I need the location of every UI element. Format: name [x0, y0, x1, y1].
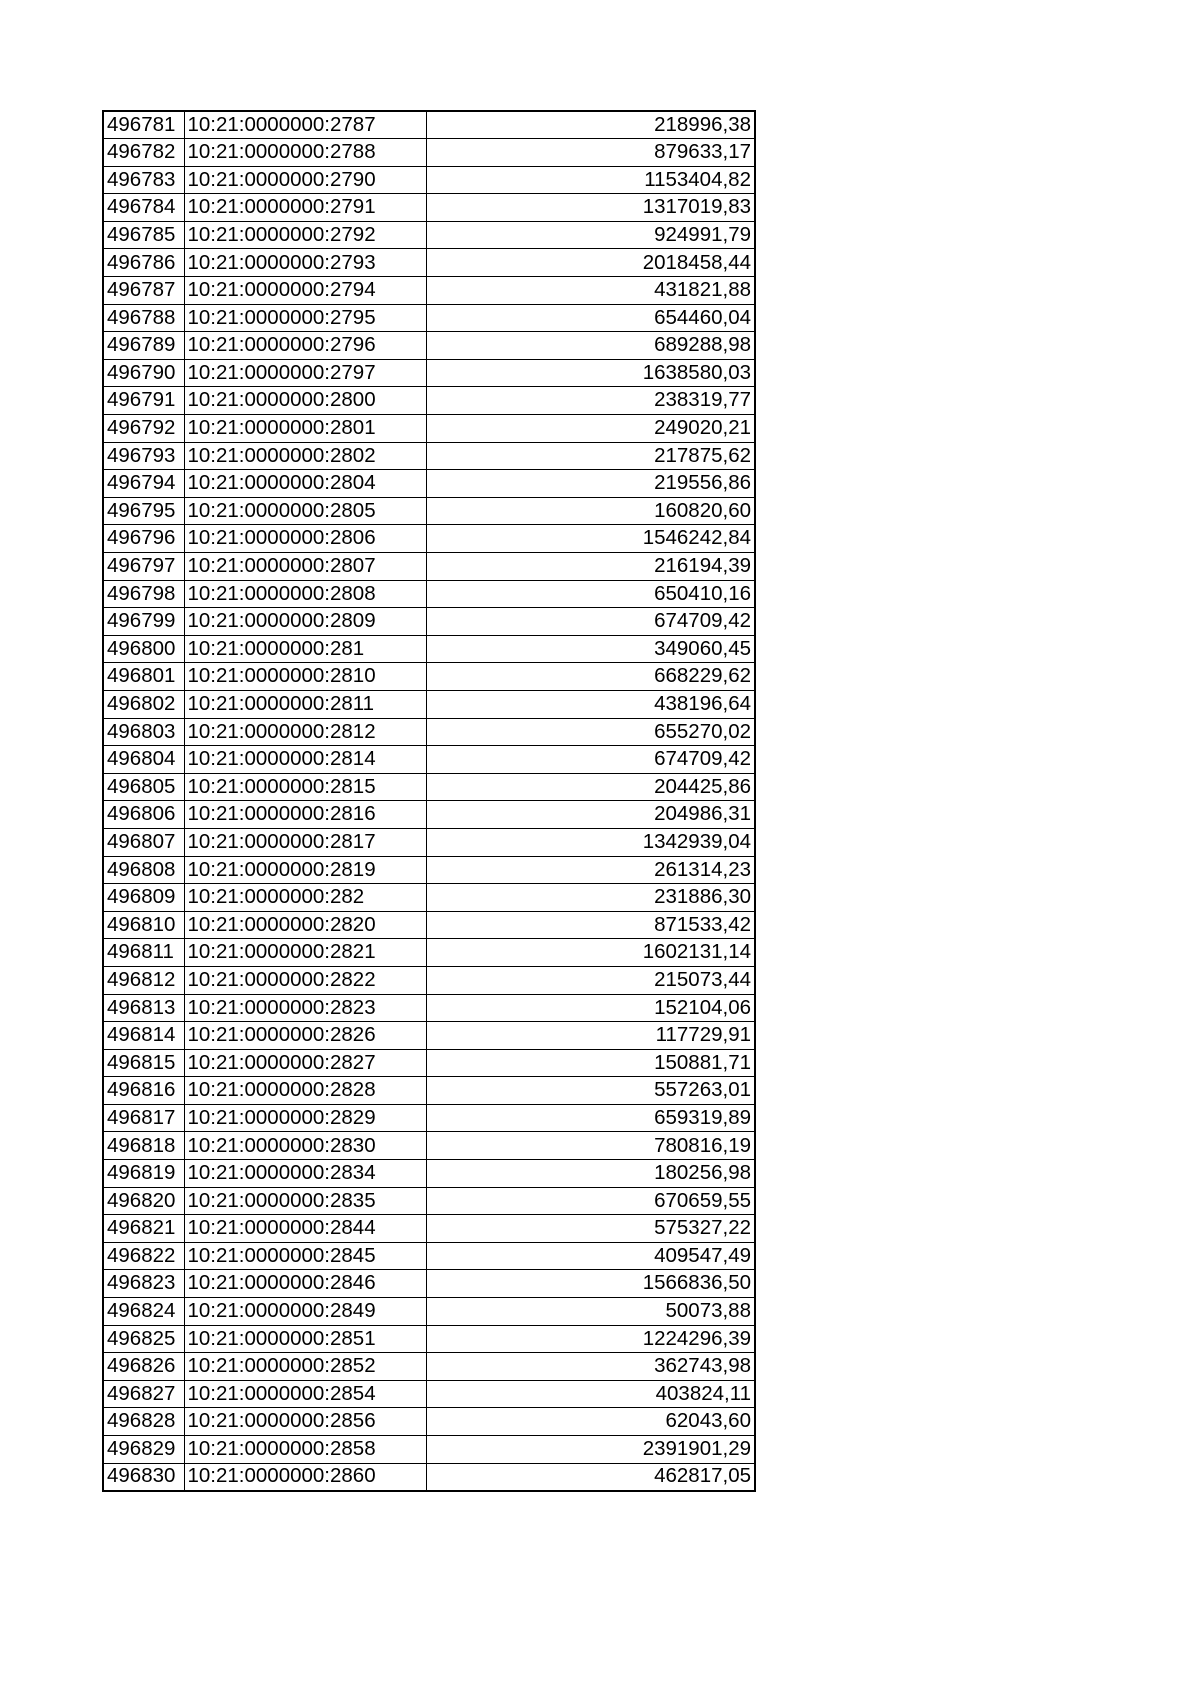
row-number-cell: 496786	[103, 249, 184, 277]
table-row	[103, 856, 755, 884]
value-cell: 575327,22	[426, 1215, 755, 1243]
row-number-cell: 496814	[103, 1022, 184, 1050]
row-number-cell: 496799	[103, 608, 184, 636]
cadastral-value-table	[102, 110, 756, 1492]
row-number-cell: 496826	[103, 1353, 184, 1381]
value-cell: 231886,30	[426, 884, 755, 912]
value-cell: 1546242,84	[426, 525, 755, 553]
table-row	[103, 1408, 755, 1436]
row-number-cell: 496806	[103, 801, 184, 829]
value-cell: 431821,88	[426, 277, 755, 305]
value-cell: 668229,62	[426, 663, 755, 691]
row-number-cell: 496810	[103, 911, 184, 939]
row-number-cell: 496819	[103, 1160, 184, 1188]
row-number-cell: 496788	[103, 304, 184, 332]
table-row	[103, 911, 755, 939]
row-number-cell: 496813	[103, 994, 184, 1022]
row-number-cell: 496818	[103, 1132, 184, 1160]
row-number-cell: 496825	[103, 1325, 184, 1353]
cadastral-number-cell: 10:21:0000000:2851	[184, 1325, 426, 1353]
row-number-cell: 496801	[103, 663, 184, 691]
cadastral-number-cell: 10:21:0000000:2845	[184, 1242, 426, 1270]
table-row	[103, 1104, 755, 1132]
value-cell: 204986,31	[426, 801, 755, 829]
table-row	[103, 663, 755, 691]
table-body	[103, 111, 755, 1491]
row-number-cell: 496796	[103, 525, 184, 553]
table-row	[103, 1325, 755, 1353]
table-row	[103, 884, 755, 912]
cadastral-number-cell: 10:21:0000000:2805	[184, 497, 426, 525]
row-number-cell: 496803	[103, 718, 184, 746]
table-row	[103, 442, 755, 470]
cadastral-number-cell: 10:21:0000000:2809	[184, 608, 426, 636]
table-row	[103, 746, 755, 774]
table-row	[103, 387, 755, 415]
row-number-cell: 496816	[103, 1077, 184, 1105]
value-cell: 924991,79	[426, 221, 755, 249]
table-row	[103, 801, 755, 829]
table-row	[103, 828, 755, 856]
table-row	[103, 194, 755, 222]
table-row	[103, 1380, 755, 1408]
cadastral-number-cell: 10:21:0000000:2816	[184, 801, 426, 829]
row-number-cell: 496795	[103, 497, 184, 525]
table-row	[103, 1298, 755, 1326]
value-cell: 670659,55	[426, 1187, 755, 1215]
value-cell: 362743,98	[426, 1353, 755, 1381]
row-number-cell: 496829	[103, 1436, 184, 1464]
cadastral-number-cell: 10:21:0000000:2846	[184, 1270, 426, 1298]
value-cell: 2391901,29	[426, 1436, 755, 1464]
cadastral-number-cell: 10:21:0000000:2787	[184, 111, 426, 139]
value-cell: 1566836,50	[426, 1270, 755, 1298]
row-number-cell: 496820	[103, 1187, 184, 1215]
value-cell: 160820,60	[426, 497, 755, 525]
table-row	[103, 470, 755, 498]
value-cell: 403824,11	[426, 1380, 755, 1408]
cadastral-number-cell: 10:21:0000000:2852	[184, 1353, 426, 1381]
row-number-cell: 496792	[103, 415, 184, 443]
row-number-cell: 496809	[103, 884, 184, 912]
table-row	[103, 1463, 755, 1491]
row-number-cell: 496830	[103, 1463, 184, 1491]
value-cell: 180256,98	[426, 1160, 755, 1188]
value-cell: 117729,91	[426, 1022, 755, 1050]
table-row	[103, 249, 755, 277]
value-cell: 2018458,44	[426, 249, 755, 277]
table-row	[103, 553, 755, 581]
cadastral-number-cell: 10:21:0000000:2790	[184, 166, 426, 194]
cadastral-number-cell: 10:21:0000000:2828	[184, 1077, 426, 1105]
cadastral-number-cell: 10:21:0000000:2800	[184, 387, 426, 415]
table-row	[103, 1270, 755, 1298]
row-number-cell: 496804	[103, 746, 184, 774]
cadastral-number-cell: 10:21:0000000:2835	[184, 1187, 426, 1215]
table-row	[103, 1022, 755, 1050]
row-number-cell: 496812	[103, 966, 184, 994]
row-number-cell: 496797	[103, 553, 184, 581]
cadastral-number-cell: 10:21:0000000:2860	[184, 1463, 426, 1491]
table-row	[103, 1132, 755, 1160]
cadastral-number-cell: 10:21:0000000:2801	[184, 415, 426, 443]
table-row	[103, 415, 755, 443]
cadastral-number-cell: 10:21:0000000:2797	[184, 359, 426, 387]
cadastral-number-cell: 10:21:0000000:2834	[184, 1160, 426, 1188]
table-row	[103, 580, 755, 608]
value-cell: 152104,06	[426, 994, 755, 1022]
value-cell: 216194,39	[426, 553, 755, 581]
value-cell: 1602131,14	[426, 939, 755, 967]
cadastral-number-cell: 10:21:0000000:2808	[184, 580, 426, 608]
value-cell: 557263,01	[426, 1077, 755, 1105]
value-cell: 50073,88	[426, 1298, 755, 1326]
row-number-cell: 496815	[103, 1049, 184, 1077]
row-number-cell: 496789	[103, 332, 184, 360]
value-cell: 150881,71	[426, 1049, 755, 1077]
value-cell: 1317019,83	[426, 194, 755, 222]
row-number-cell: 496785	[103, 221, 184, 249]
value-cell: 1638580,03	[426, 359, 755, 387]
table-row	[103, 525, 755, 553]
cadastral-number-cell: 10:21:0000000:282	[184, 884, 426, 912]
row-number-cell: 496828	[103, 1408, 184, 1436]
table-row	[103, 304, 755, 332]
row-number-cell: 496798	[103, 580, 184, 608]
table-row	[103, 221, 755, 249]
value-cell: 654460,04	[426, 304, 755, 332]
table-row	[103, 635, 755, 663]
value-cell: 261314,23	[426, 856, 755, 884]
table-row	[103, 1187, 755, 1215]
table-row	[103, 497, 755, 525]
cadastral-number-cell: 10:21:0000000:2844	[184, 1215, 426, 1243]
row-number-cell: 496823	[103, 1270, 184, 1298]
value-cell: 62043,60	[426, 1408, 755, 1436]
cadastral-number-cell: 10:21:0000000:2794	[184, 277, 426, 305]
row-number-cell: 496782	[103, 139, 184, 167]
table-row	[103, 966, 755, 994]
table-row	[103, 111, 755, 139]
cadastral-number-cell: 10:21:0000000:2827	[184, 1049, 426, 1077]
row-number-cell: 496790	[103, 359, 184, 387]
cadastral-number-cell: 10:21:0000000:2804	[184, 470, 426, 498]
cadastral-number-cell: 10:21:0000000:2854	[184, 1380, 426, 1408]
row-number-cell: 496808	[103, 856, 184, 884]
cadastral-number-cell: 10:21:0000000:2811	[184, 690, 426, 718]
row-number-cell: 496817	[103, 1104, 184, 1132]
row-number-cell: 496822	[103, 1242, 184, 1270]
cadastral-number-cell: 10:21:0000000:2826	[184, 1022, 426, 1050]
value-cell: 218996,38	[426, 111, 755, 139]
cadastral-number-cell: 10:21:0000000:2814	[184, 746, 426, 774]
table-row	[103, 773, 755, 801]
value-cell: 1224296,39	[426, 1325, 755, 1353]
table-row	[103, 1215, 755, 1243]
row-number-cell: 496787	[103, 277, 184, 305]
value-cell: 1153404,82	[426, 166, 755, 194]
cadastral-number-cell: 10:21:0000000:2856	[184, 1408, 426, 1436]
table-row	[103, 1353, 755, 1381]
cadastral-number-cell: 10:21:0000000:2849	[184, 1298, 426, 1326]
cadastral-number-cell: 10:21:0000000:2829	[184, 1104, 426, 1132]
table-row	[103, 166, 755, 194]
value-cell: 659319,89	[426, 1104, 755, 1132]
row-number-cell: 496827	[103, 1380, 184, 1408]
cadastral-number-cell: 10:21:0000000:2795	[184, 304, 426, 332]
value-cell: 219556,86	[426, 470, 755, 498]
table-row	[103, 277, 755, 305]
value-cell: 780816,19	[426, 1132, 755, 1160]
row-number-cell: 496824	[103, 1298, 184, 1326]
value-cell: 879633,17	[426, 139, 755, 167]
table-row	[103, 139, 755, 167]
row-number-cell: 496811	[103, 939, 184, 967]
value-cell: 215073,44	[426, 966, 755, 994]
cadastral-number-cell: 10:21:0000000:2858	[184, 1436, 426, 1464]
table-row	[103, 939, 755, 967]
row-number-cell: 496784	[103, 194, 184, 222]
value-cell: 349060,45	[426, 635, 755, 663]
row-number-cell: 496783	[103, 166, 184, 194]
value-cell: 249020,21	[426, 415, 755, 443]
cadastral-number-cell: 10:21:0000000:2822	[184, 966, 426, 994]
row-number-cell: 496791	[103, 387, 184, 415]
row-number-cell: 496800	[103, 635, 184, 663]
cadastral-number-cell: 10:21:0000000:2820	[184, 911, 426, 939]
table-row	[103, 718, 755, 746]
table-row	[103, 608, 755, 636]
table-row	[103, 1077, 755, 1105]
table-row	[103, 690, 755, 718]
cadastral-number-cell: 10:21:0000000:2812	[184, 718, 426, 746]
value-cell: 674709,42	[426, 608, 755, 636]
table-row	[103, 1160, 755, 1188]
row-number-cell: 496781	[103, 111, 184, 139]
cadastral-number-cell: 10:21:0000000:281	[184, 635, 426, 663]
value-cell: 689288,98	[426, 332, 755, 360]
value-cell: 871533,42	[426, 911, 755, 939]
cadastral-number-cell: 10:21:0000000:2788	[184, 139, 426, 167]
cadastral-number-cell: 10:21:0000000:2807	[184, 553, 426, 581]
table-row	[103, 994, 755, 1022]
cadastral-number-cell: 10:21:0000000:2791	[184, 194, 426, 222]
value-cell: 438196,64	[426, 690, 755, 718]
cadastral-number-cell: 10:21:0000000:2817	[184, 828, 426, 856]
table-row	[103, 1242, 755, 1270]
row-number-cell: 496821	[103, 1215, 184, 1243]
table-row	[103, 359, 755, 387]
row-number-cell: 496805	[103, 773, 184, 801]
cadastral-number-cell: 10:21:0000000:2823	[184, 994, 426, 1022]
value-cell: 655270,02	[426, 718, 755, 746]
cadastral-number-cell: 10:21:0000000:2830	[184, 1132, 426, 1160]
cadastral-number-cell: 10:21:0000000:2802	[184, 442, 426, 470]
cadastral-number-cell: 10:21:0000000:2806	[184, 525, 426, 553]
value-cell: 462817,05	[426, 1463, 755, 1491]
value-cell: 409547,49	[426, 1242, 755, 1270]
cadastral-number-cell: 10:21:0000000:2810	[184, 663, 426, 691]
table-row	[103, 332, 755, 360]
cadastral-number-cell: 10:21:0000000:2821	[184, 939, 426, 967]
cadastral-number-cell: 10:21:0000000:2793	[184, 249, 426, 277]
table-row	[103, 1436, 755, 1464]
row-number-cell: 496794	[103, 470, 184, 498]
value-cell: 238319,77	[426, 387, 755, 415]
value-cell: 1342939,04	[426, 828, 755, 856]
table-row	[103, 1049, 755, 1077]
cadastral-number-cell: 10:21:0000000:2819	[184, 856, 426, 884]
value-cell: 650410,16	[426, 580, 755, 608]
cadastral-number-cell: 10:21:0000000:2792	[184, 221, 426, 249]
cadastral-number-cell: 10:21:0000000:2796	[184, 332, 426, 360]
row-number-cell: 496793	[103, 442, 184, 470]
row-number-cell: 496802	[103, 690, 184, 718]
value-cell: 674709,42	[426, 746, 755, 774]
row-number-cell: 496807	[103, 828, 184, 856]
cadastral-number-cell: 10:21:0000000:2815	[184, 773, 426, 801]
value-cell: 217875,62	[426, 442, 755, 470]
value-cell: 204425,86	[426, 773, 755, 801]
